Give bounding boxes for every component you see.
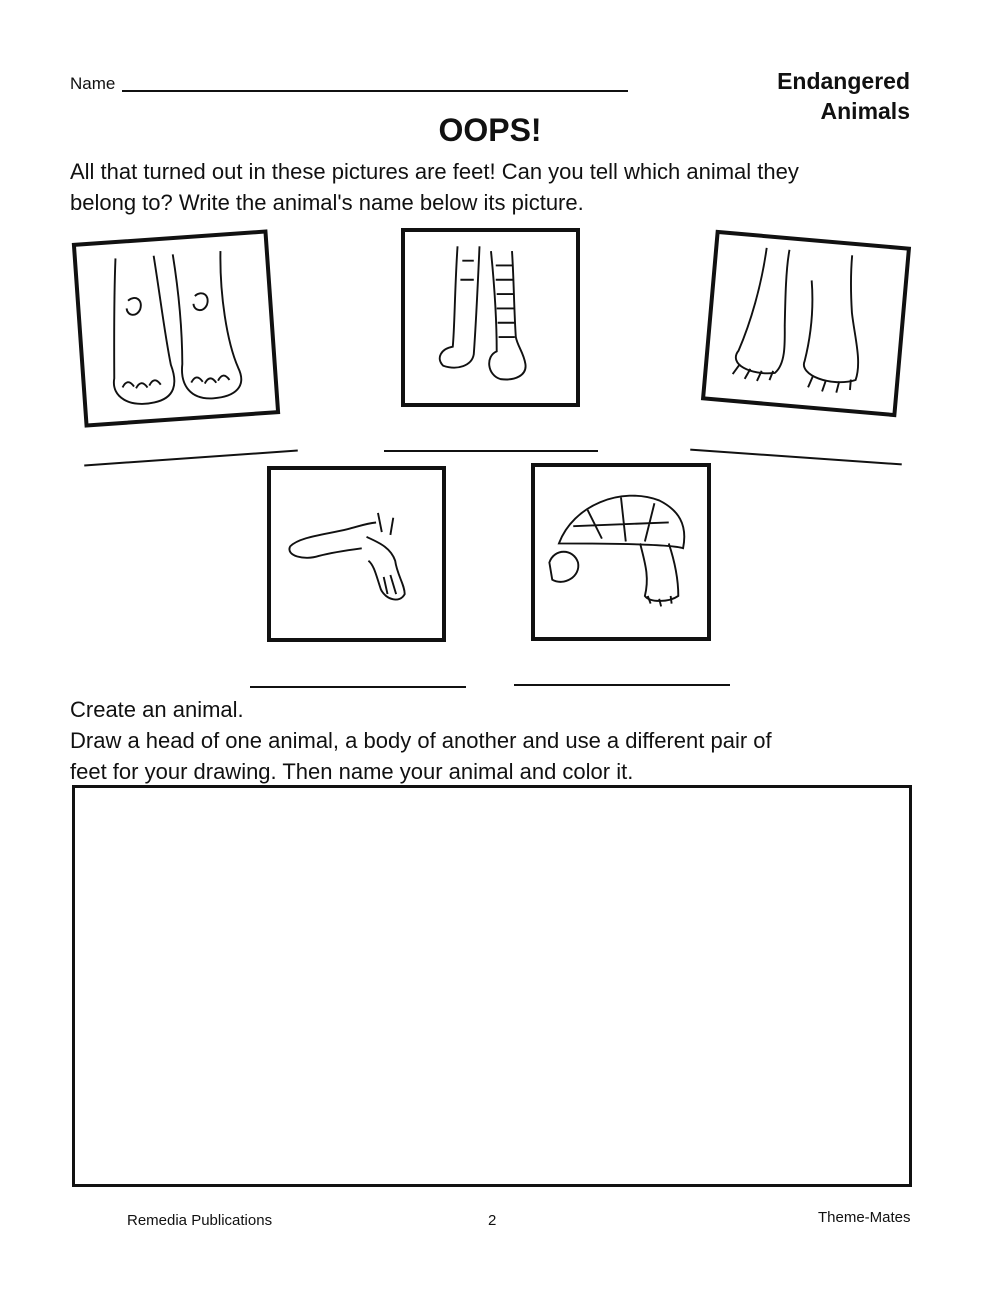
name-write-line[interactable] <box>122 90 628 92</box>
create-animal-heading: Create an animal. <box>70 697 244 722</box>
bear-feet-icon <box>705 234 906 413</box>
create-animal-instructions <box>70 694 930 787</box>
gorilla-hands-icon <box>271 470 442 638</box>
elephant-feet-icon <box>76 234 276 424</box>
create-animal-line-1: Draw a head of one animal, a body of another and use a different pair of <box>70 728 772 753</box>
picture-frame-3 <box>701 230 911 417</box>
footer-series: Theme-Mates <box>818 1209 911 1226</box>
picture-frame-4 <box>267 466 446 642</box>
picture-frame-1 <box>72 229 280 427</box>
instructions-line-1: All that turned out in these pictures are feet! Can you tell which animal they <box>70 159 799 184</box>
instructions <box>70 156 930 218</box>
picture-frame-5 <box>531 463 711 641</box>
answer-line-2[interactable] <box>384 450 598 452</box>
create-animal-line-2: feet for your drawing. Then name your animal and color it. <box>70 759 634 784</box>
answer-line-3[interactable] <box>690 449 902 466</box>
tiger-feet-icon <box>405 232 576 403</box>
answer-line-5[interactable] <box>514 684 730 686</box>
page-title: OOPS! <box>438 112 542 148</box>
tortoise-feet-icon <box>535 467 707 637</box>
picture-frame-2 <box>401 228 580 407</box>
footer-publisher: Remedia Publications <box>127 1212 273 1229</box>
drawing-area[interactable] <box>72 785 912 1187</box>
instructions-line-2: belong to? Write the animal's name below its picture. <box>70 190 584 215</box>
answer-line-4[interactable] <box>250 686 466 688</box>
name-label: Name <box>70 74 116 93</box>
footer-page-number: 2 <box>488 1212 497 1229</box>
answer-line-1[interactable] <box>84 450 298 467</box>
topic-line-2: Animals <box>820 98 910 124</box>
topic-line-1: Endangered <box>777 68 910 94</box>
